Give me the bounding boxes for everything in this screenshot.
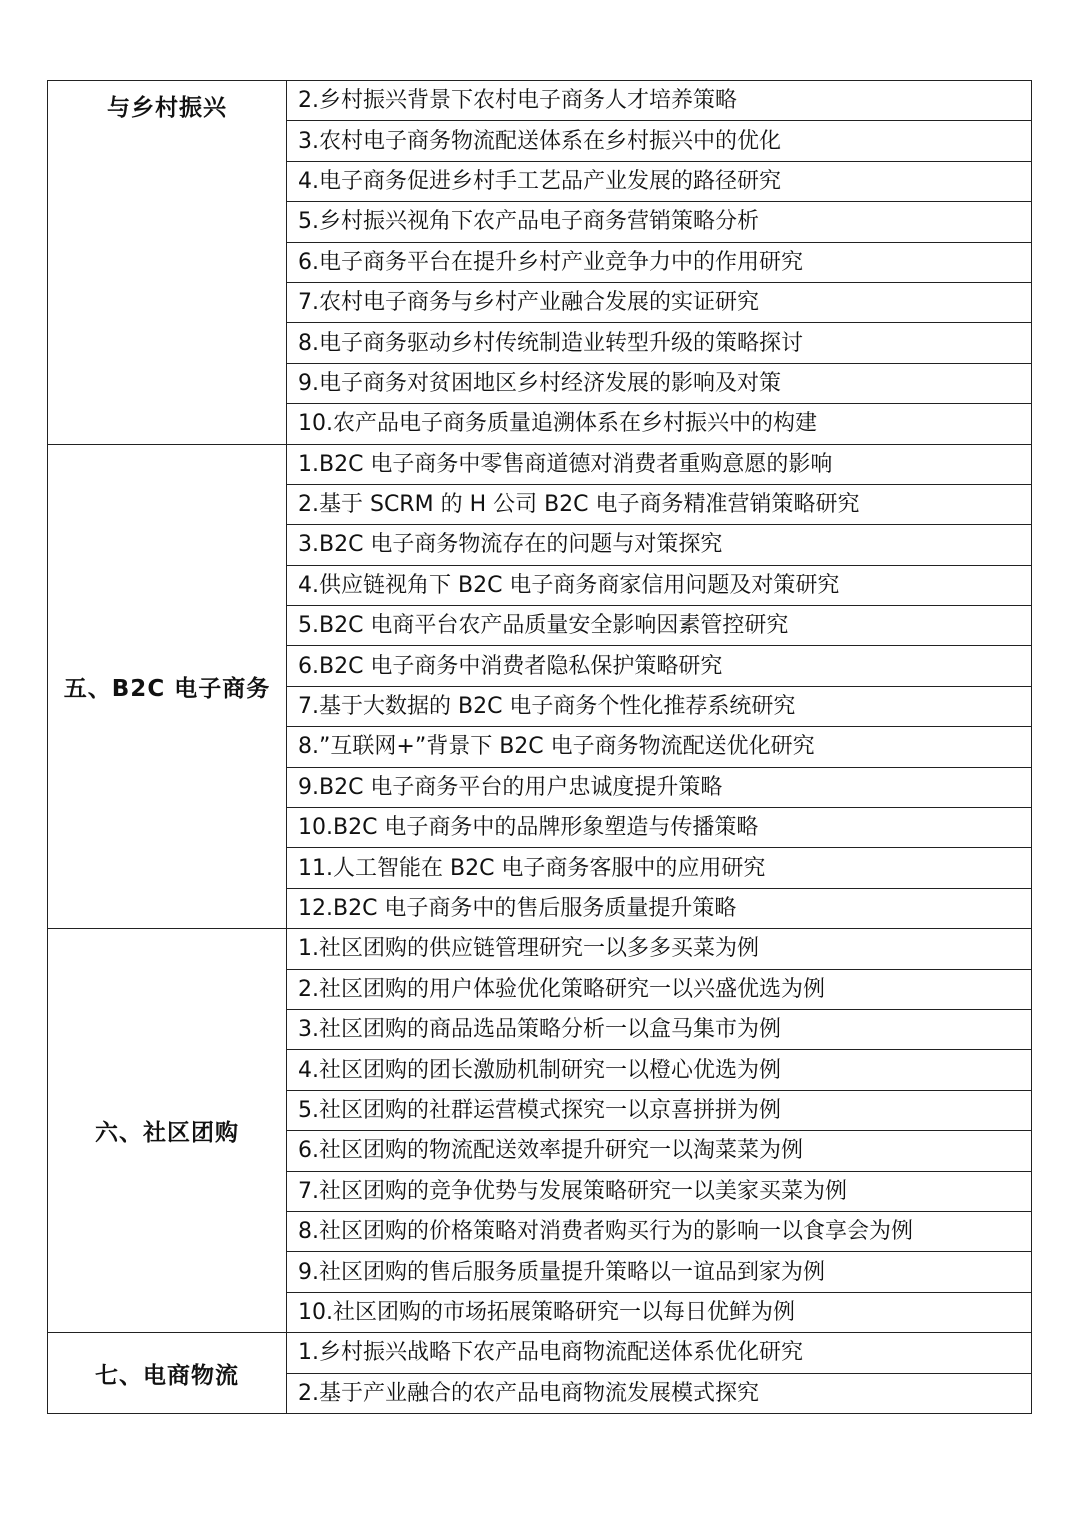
table-row <box>48 81 1032 121</box>
table-row <box>48 444 1032 484</box>
topic-cell: 8.”互联网+”背景下 B2C 电子商务物流配送优化研究 <box>287 727 1032 767</box>
table-row <box>48 929 1032 969</box>
table-row <box>48 1333 1032 1373</box>
topic-cell: 4.社区团购的团长激励机制研究一以橙心优选为例 <box>287 1050 1032 1090</box>
topic-cell: 4.供应链视角下 B2C 电子商务商家信用问题及对策研究 <box>287 565 1032 605</box>
topic-cell: 10.B2C 电子商务中的品牌形象塑造与传播策略 <box>287 808 1032 848</box>
category-cell: 与乡村振兴 <box>48 81 287 445</box>
topic-cell: 1.B2C 电子商务中零售商道德对消费者重购意愿的影响 <box>287 444 1032 484</box>
topic-cell: 8.电子商务驱动乡村传统制造业转型升级的策略探讨 <box>287 323 1032 363</box>
topic-cell: 3.农村电子商务物流配送体系在乡村振兴中的优化 <box>287 121 1032 161</box>
topic-cell: 5.B2C 电商平台农产品质量安全影响因素管控研究 <box>287 606 1032 646</box>
topic-cell: 2.乡村振兴背景下农村电子商务人才培养策略 <box>287 81 1032 121</box>
topic-cell: 7.社区团购的竞争优势与发展策略研究一以美家买菜为例 <box>287 1171 1032 1211</box>
topic-cell: 6.电子商务平台在提升乡村产业竞争力中的作用研究 <box>287 242 1032 282</box>
topic-cell: 8.社区团购的价格策略对消费者购买行为的影响一以食享会为例 <box>287 1211 1032 1251</box>
topic-cell: 6.B2C 电子商务中消费者隐私保护策略研究 <box>287 646 1032 686</box>
topic-cell: 5.社区团购的社群运营模式探究一以京喜拼拼为例 <box>287 1090 1032 1130</box>
topic-cell: 3.社区团购的商品选品策略分析一以盒马集市为例 <box>287 1009 1032 1049</box>
topics-table <box>47 80 1032 1414</box>
topic-cell: 7.农村电子商务与乡村产业融合发展的实证研究 <box>287 282 1032 322</box>
topic-cell: 3.B2C 电子商务物流存在的问题与对策探究 <box>287 525 1032 565</box>
category-cell: 六、社区团购 <box>48 929 287 1333</box>
topic-cell: 2.基于产业融合的农产品电商物流发展模式探究 <box>287 1373 1032 1413</box>
topic-cell: 12.B2C 电子商务中的售后服务质量提升策略 <box>287 888 1032 928</box>
topic-cell: 9.社区团购的售后服务质量提升策略以一谊品到家为例 <box>287 1252 1032 1292</box>
topic-cell: 7.基于大数据的 B2C 电子商务个性化推荐系统研究 <box>287 686 1032 726</box>
topic-cell: 2.社区团购的用户体验优化策略研究一以兴盛优选为例 <box>287 969 1032 1009</box>
topic-cell: 9.B2C 电子商务平台的用户忠诚度提升策略 <box>287 767 1032 807</box>
topic-cell: 11.人工智能在 B2C 电子商务客服中的应用研究 <box>287 848 1032 888</box>
category-cell: 七、电商物流 <box>48 1333 287 1414</box>
category-cell: 五、B2C 电子商务 <box>48 444 287 929</box>
topic-cell: 5.乡村振兴视角下农产品电子商务营销策略分析 <box>287 202 1032 242</box>
table-body <box>48 81 1032 1414</box>
topic-cell: 4.电子商务促进乡村手工艺品产业发展的路径研究 <box>287 161 1032 201</box>
topic-cell: 6.社区团购的物流配送效率提升研究一以淘菜菜为例 <box>287 1131 1032 1171</box>
topic-cell: 10.社区团购的市场拓展策略研究一以每日优鲜为例 <box>287 1292 1032 1332</box>
topic-cell: 1.社区团购的供应链管理研究一以多多买菜为例 <box>287 929 1032 969</box>
topic-cell: 1.乡村振兴战略下农产品电商物流配送体系优化研究 <box>287 1333 1032 1373</box>
topic-cell: 10.农产品电子商务质量追溯体系在乡村振兴中的构建 <box>287 404 1032 444</box>
topic-cell: 9.电子商务对贫困地区乡村经济发展的影响及对策 <box>287 363 1032 403</box>
topic-cell: 2.基于 SCRM 的 H 公司 B2C 电子商务精准营销策略研究 <box>287 484 1032 524</box>
